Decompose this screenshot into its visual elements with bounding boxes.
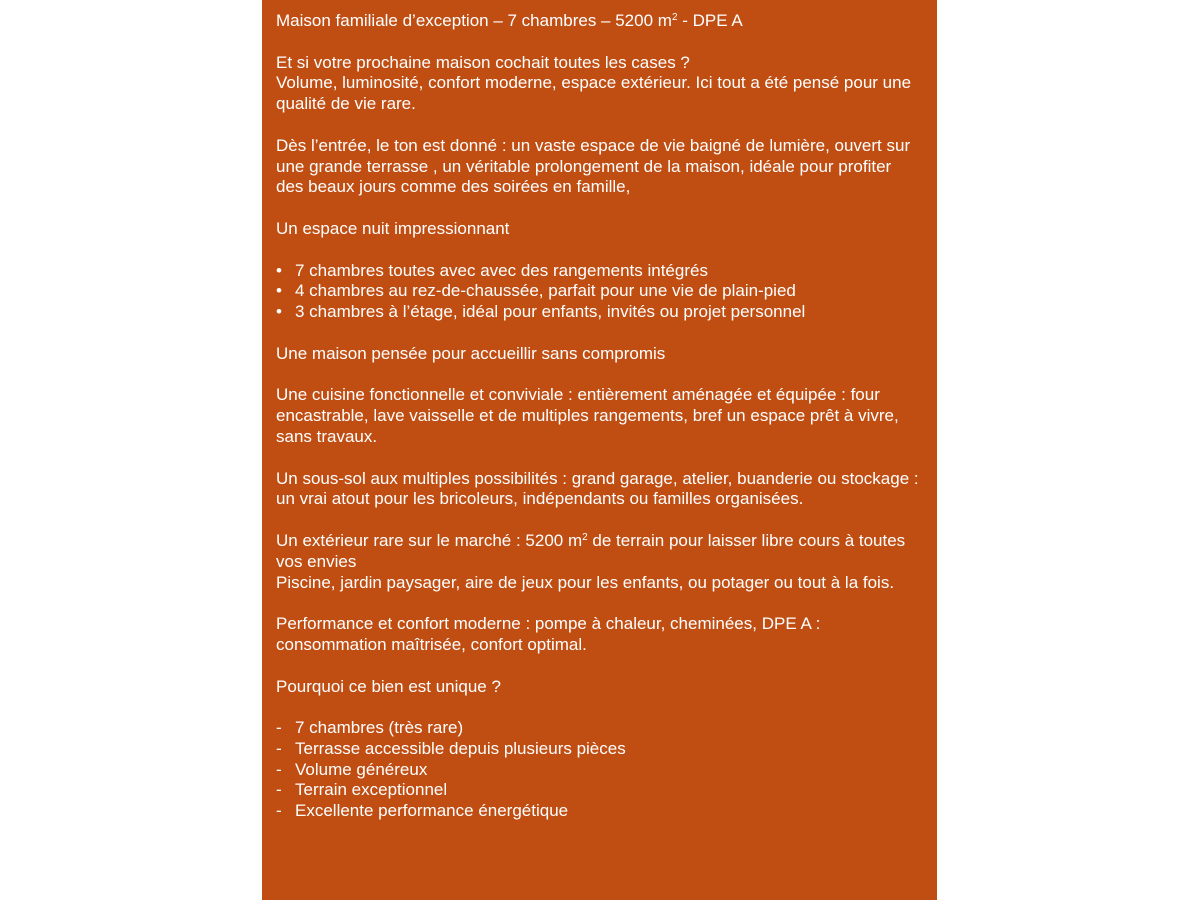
pourquoi-heading: Pourquoi ce bien est unique ? [276, 676, 501, 696]
spacer [276, 115, 921, 136]
listing-title [276, 11, 921, 32]
spacer [276, 240, 921, 261]
bullet-marker: • [276, 260, 282, 280]
title-suffix: - DPE A [677, 11, 743, 30]
list-item-text: Volume généreux [295, 759, 428, 779]
spacer [276, 593, 921, 614]
spacer [276, 365, 921, 386]
dash-marker: - [276, 780, 282, 800]
entree-paragraph: Dès l’entrée, le ton est donné : un vaste espace de vie baigné de lumière, ouvert sur une grande terrasse , un véritable prolongement de la maison, idéale pour profiter des beaux jours comme des soirées en famille, [276, 135, 911, 197]
title-superscript: 2 [671, 12, 678, 23]
spacer [276, 323, 921, 344]
exterieur-text: Un extérieur rare sur le marché : 5200 m [276, 530, 583, 550]
list-item [276, 739, 921, 760]
performance-paragraph: Performance et confort moderne : pompe à chaleur, cheminées, DPE A : consommation maîtrisée, confort optimal. [276, 614, 821, 654]
espace-nuit-heading: Un espace nuit impressionnant [276, 218, 510, 238]
listing-page [262, 0, 937, 900]
list-item-text: Terrain exceptionnel [295, 780, 448, 800]
list-item-text: 4 chambres au rez-de-chaussée, parfait pour une vie de plain-pied [295, 281, 796, 301]
list-item [276, 718, 921, 739]
spacer [276, 448, 921, 469]
spacer [276, 697, 921, 718]
dash-marker: - [276, 801, 282, 821]
dash-marker: - [276, 738, 282, 758]
list-item [276, 780, 921, 801]
list-item-text: 3 chambres à l’étage, idéal pour enfants, invités ou projet personnel [295, 302, 806, 322]
intro-question: Et si votre prochaine maison cochait toutes les cases ? [276, 52, 690, 72]
dash-marker: - [276, 718, 282, 738]
accueillir-heading: Une maison pensée pour accueillir sans compromis [276, 343, 666, 363]
list-item [276, 801, 921, 822]
exterieur-amenities: Piscine, jardin paysager, aire de jeux pour les enfants, ou potager ou tout à la fois. [276, 572, 895, 592]
spacer [276, 510, 921, 531]
list-item [276, 261, 921, 282]
dash-marker: - [276, 759, 282, 779]
title-text: Maison familiale d’exception – 7 chambres – 5200 m [276, 11, 672, 30]
unique-list [276, 718, 921, 822]
bullet-marker: • [276, 281, 282, 301]
bullet-marker: • [276, 302, 282, 322]
list-item [276, 760, 921, 781]
sous-sol-paragraph: Un sous-sol aux multiples possibilités : grand garage, atelier, buanderie ou stockage : un vrai atout pour les bricoleurs, indépendants ou familles organisées. [276, 468, 919, 509]
exterieur-superscript: 2 [582, 531, 588, 543]
spacer [276, 656, 921, 677]
intro-summary: Volume, luminosité, confort moderne, espace extérieur. Ici tout a été pensé pour une qualité de vie rare. [276, 73, 912, 114]
exterieur-paragraph [276, 531, 921, 573]
list-item-text: Terrasse accessible depuis plusieurs pièces [295, 738, 626, 758]
list-item-text: 7 chambres toutes avec avec des rangements intégrés [295, 260, 708, 280]
exterieur-text-end: de terrain pour laisser libre cours à toutes vos envies [276, 530, 906, 571]
cuisine-paragraph: Une cuisine fonctionnelle et conviviale : entièrement aménagée et équipée : four encastrable, lave vaisselle et de multiples rangements, bref un espace prêt à vivre, sans travaux. [276, 385, 899, 446]
list-item [276, 302, 921, 323]
list-item-text: 7 chambres (très rare) [295, 718, 464, 738]
list-item-text: Excellente performance énergétique [295, 801, 569, 821]
spacer [276, 32, 921, 53]
chambres-list [276, 261, 921, 323]
list-item [276, 281, 921, 302]
spacer [276, 198, 921, 219]
